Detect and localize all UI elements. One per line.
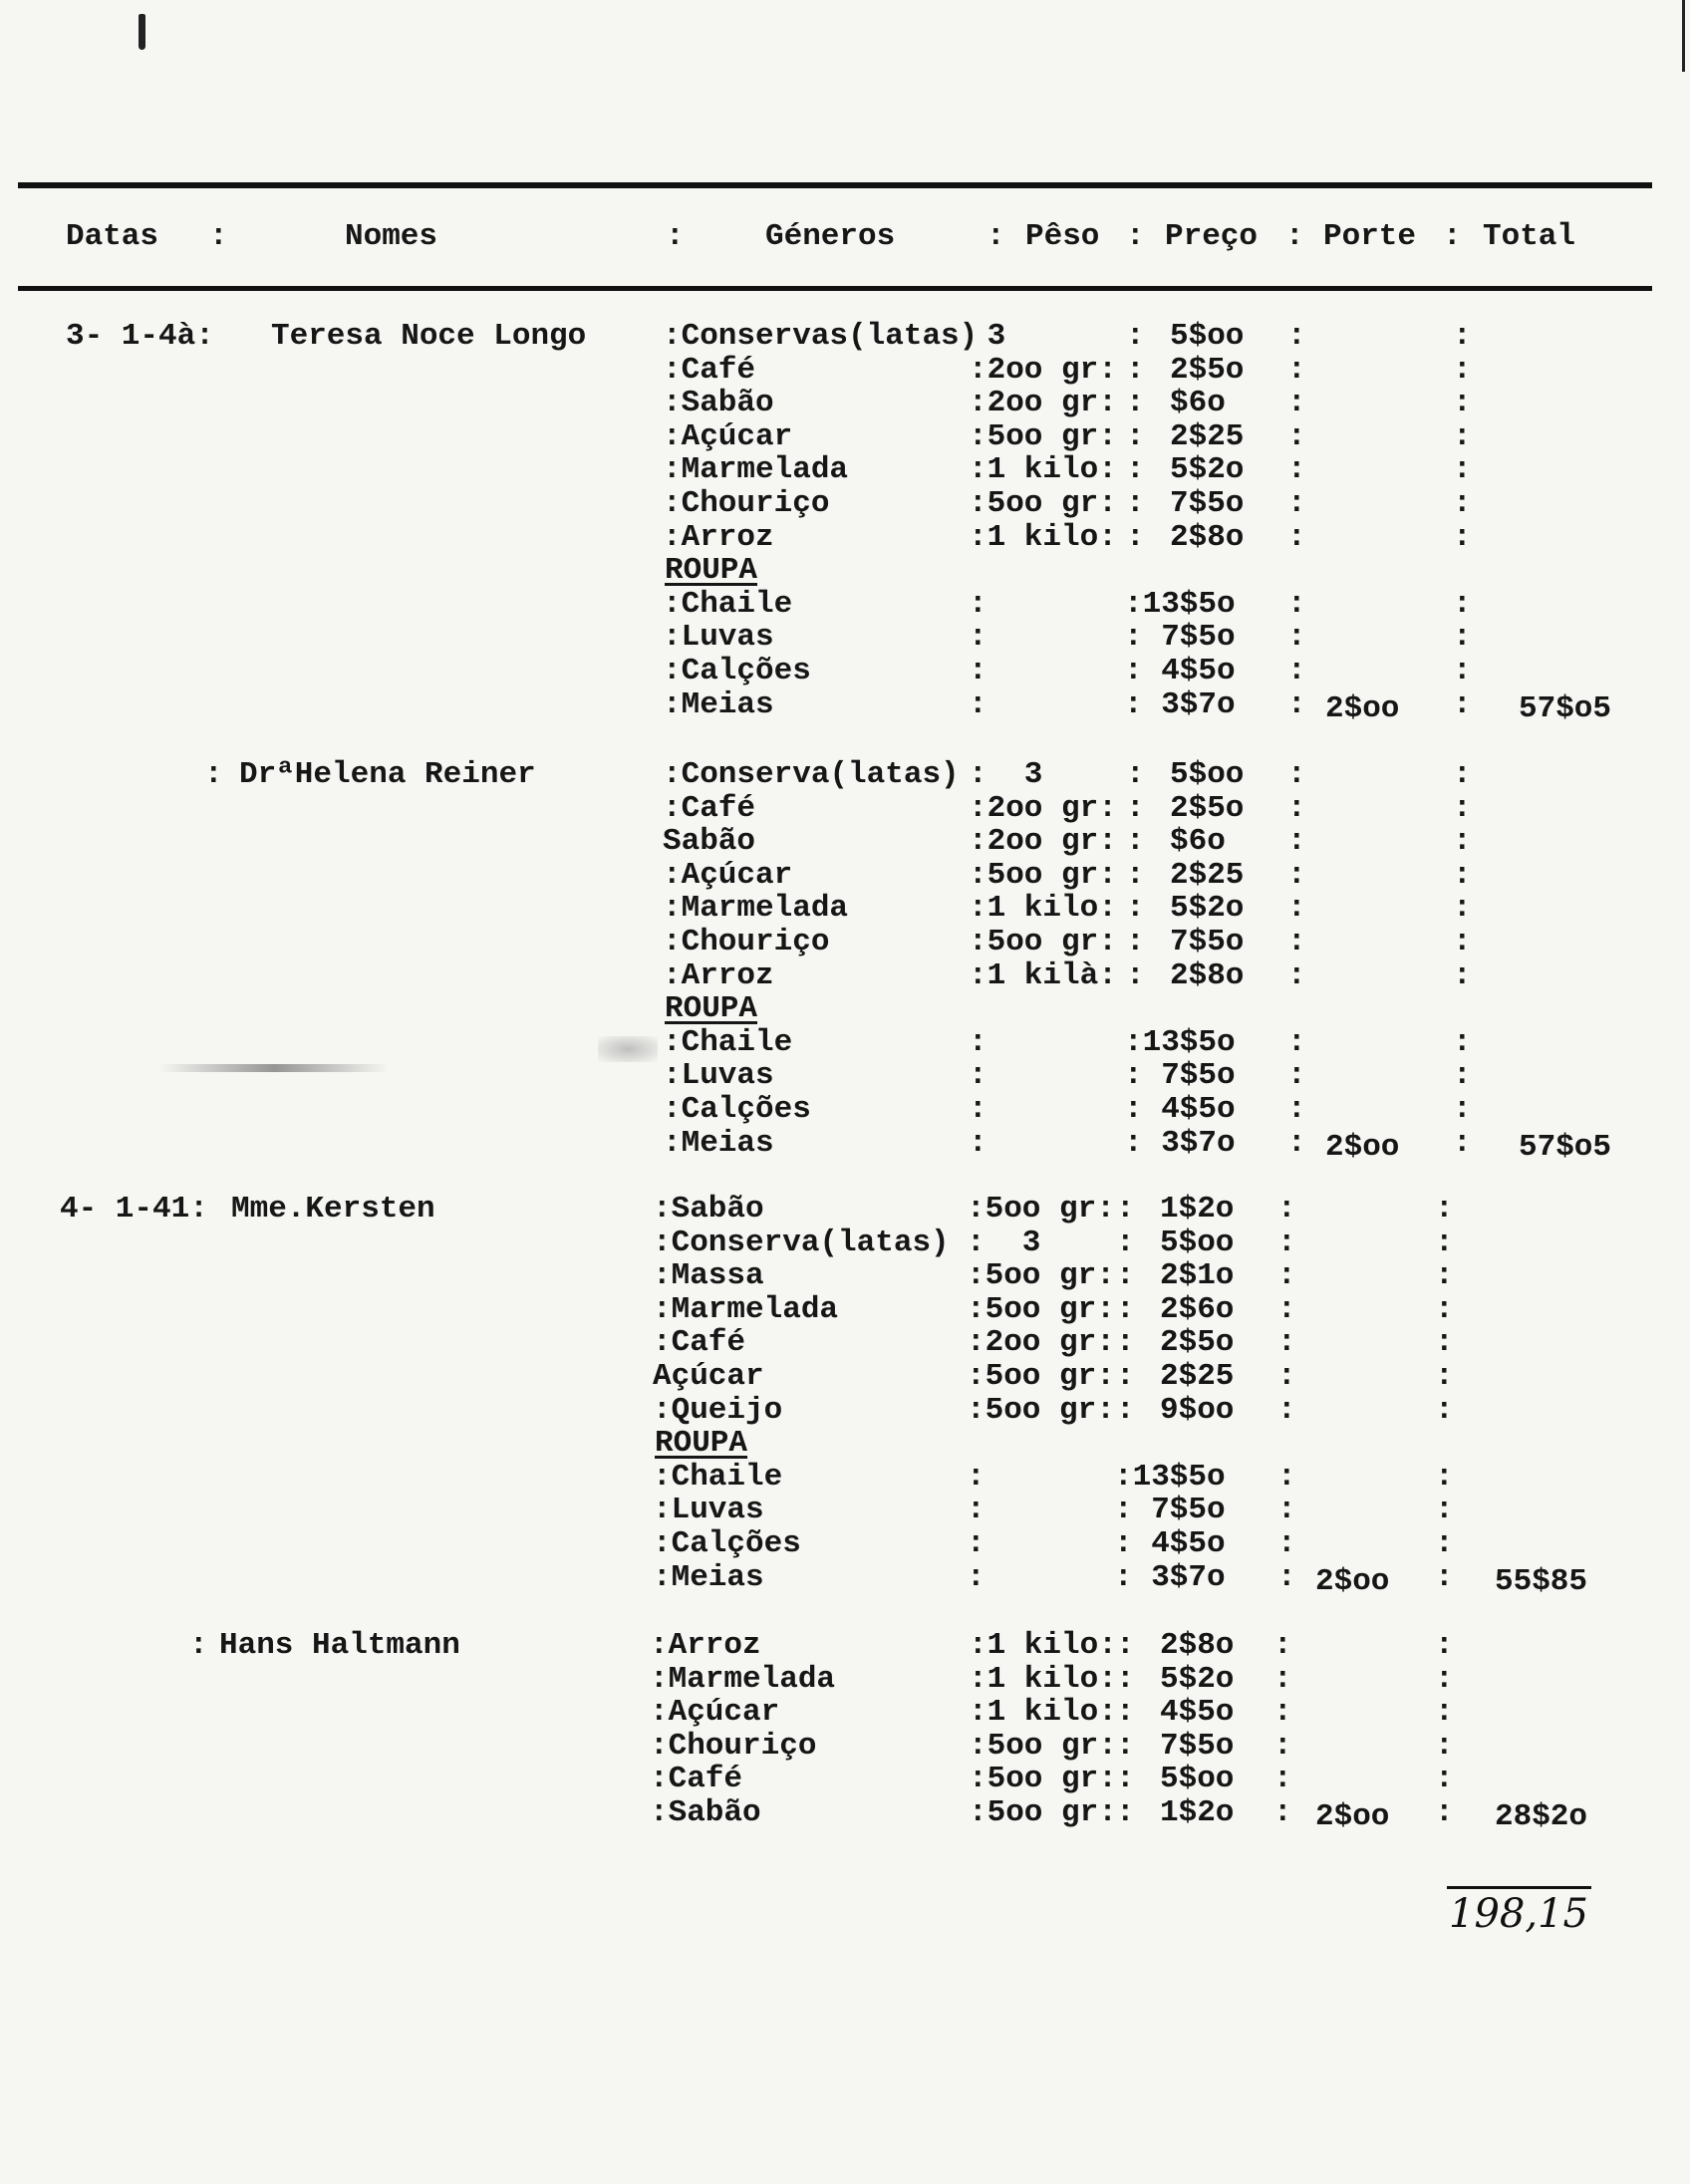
- item-name: :Massa: [653, 1258, 764, 1293]
- column-separator: :: [1116, 1795, 1135, 1830]
- item-peso: :: [967, 1560, 986, 1595]
- item-preco: 2$5o: [1170, 353, 1245, 388]
- column-separator: :: [1287, 452, 1306, 487]
- item-preco: 5$oo: [1170, 319, 1245, 354]
- entry-name: Mme.Kersten: [231, 1192, 435, 1227]
- column-separator: :: [1126, 925, 1145, 959]
- item-peso: :: [967, 1460, 986, 1495]
- column-separator: :: [1287, 925, 1306, 959]
- item-name: :Calções: [653, 1526, 801, 1561]
- entry-date: :: [204, 757, 223, 792]
- item-peso: :1 kilà:: [969, 958, 1117, 993]
- entry-name: Hans Haltmann: [219, 1628, 460, 1663]
- header-colon: :: [209, 219, 228, 254]
- header-colon: :: [986, 219, 1005, 254]
- item-name: :Luvas: [663, 620, 774, 655]
- item-peso: :5oo gr:: [969, 419, 1117, 454]
- entry-porte: 2$oo: [1325, 1130, 1400, 1165]
- header-colon: :: [1443, 219, 1462, 254]
- item-preco: : 7$5o: [1124, 1058, 1236, 1093]
- item-name: :Chaile: [653, 1460, 783, 1495]
- column-separator: :: [1453, 791, 1472, 826]
- column-separator: :: [1453, 858, 1472, 893]
- column-separator: :: [1287, 891, 1306, 926]
- entry-date: 4- 1-41:: [60, 1192, 208, 1227]
- column-separator: :: [1435, 1393, 1454, 1428]
- item-name: :Chouriço: [663, 486, 830, 521]
- item-peso: :: [969, 1025, 987, 1060]
- column-separator: :: [1273, 1695, 1292, 1730]
- grand-total-handwritten: 198,15: [1449, 1891, 1588, 1937]
- item-name: :Arroz: [663, 958, 774, 993]
- item-peso: :2oo gr:: [969, 791, 1117, 826]
- item-name: :Chouriço: [650, 1729, 817, 1764]
- column-separator: :: [1277, 1493, 1296, 1527]
- item-name: :Calções: [663, 1092, 811, 1127]
- item-preco: 1$2o: [1160, 1795, 1235, 1830]
- column-separator: :: [1116, 1628, 1135, 1663]
- item-peso: :5oo gr:: [967, 1292, 1115, 1327]
- entry-name: Teresa Noce Longo: [271, 319, 587, 354]
- ink-mark: [139, 14, 145, 50]
- item-peso: :5oo gr:: [969, 486, 1117, 521]
- column-separator: :: [1273, 1795, 1292, 1830]
- item-preco: 5$2o: [1160, 1662, 1235, 1697]
- item-peso: : 3: [967, 1226, 1041, 1260]
- item-preco: 5$oo: [1160, 1226, 1235, 1260]
- column-separator: :: [1435, 1460, 1454, 1495]
- item-name: :Chaile: [663, 587, 793, 622]
- roupa-heading: ROUPA: [665, 991, 758, 1026]
- item-peso: :: [969, 1126, 987, 1161]
- item-peso: :: [969, 1092, 987, 1127]
- column-separator: :: [1116, 1662, 1135, 1697]
- item-preco: : 4$5o: [1124, 654, 1236, 688]
- item-preco: 1$2o: [1160, 1192, 1235, 1227]
- item-peso: :5oo gr:: [967, 1192, 1115, 1227]
- column-separator: :: [1287, 757, 1306, 792]
- item-peso: : 3: [969, 757, 1043, 792]
- column-separator: :: [1287, 620, 1306, 655]
- column-separator: :: [1435, 1695, 1454, 1730]
- item-name: :Café: [650, 1762, 743, 1796]
- column-separator: :: [1435, 1628, 1454, 1663]
- header-bottom-rule: [18, 286, 1652, 291]
- column-separator: :: [1435, 1292, 1454, 1327]
- item-peso: :5oo gr:: [969, 925, 1117, 959]
- header-nomes: Nomes: [345, 219, 438, 254]
- column-separator: :: [1435, 1560, 1454, 1595]
- item-preco: : 3$7o: [1114, 1560, 1226, 1595]
- header-preco: Preço: [1165, 219, 1259, 254]
- column-separator: :: [1126, 824, 1145, 859]
- column-separator: :: [1126, 520, 1145, 555]
- column-separator: :: [1126, 419, 1145, 454]
- column-separator: :: [1435, 1493, 1454, 1527]
- column-separator: :: [1453, 1025, 1472, 1060]
- item-name: :Meias: [663, 1126, 774, 1161]
- column-separator: :: [1453, 452, 1472, 487]
- roupa-heading: ROUPA: [665, 553, 758, 588]
- item-name: Sabão: [663, 824, 756, 859]
- column-separator: :: [1287, 791, 1306, 826]
- column-separator: :: [1453, 419, 1472, 454]
- item-peso: :5oo gr:: [967, 1258, 1115, 1293]
- column-separator: :: [1435, 1359, 1454, 1394]
- column-separator: :: [1116, 1695, 1135, 1730]
- item-name: :Luvas: [653, 1493, 764, 1527]
- item-name: :Açúcar: [663, 858, 793, 893]
- item-name: :Marmelada: [663, 452, 849, 487]
- column-separator: :: [1453, 654, 1472, 688]
- header-porte: Porte: [1323, 219, 1417, 254]
- column-separator: :: [1126, 319, 1145, 354]
- item-preco: : 7$5o: [1124, 620, 1236, 655]
- entry-total: 57$o5: [1519, 1130, 1612, 1165]
- item-preco: $6o: [1170, 386, 1226, 420]
- column-separator: :: [1126, 386, 1145, 420]
- column-separator: :: [1116, 1258, 1135, 1293]
- column-separator: :: [1277, 1460, 1296, 1495]
- column-separator: :: [1435, 1526, 1454, 1561]
- item-peso: :: [967, 1526, 986, 1561]
- item-name: :Calções: [663, 654, 811, 688]
- item-name: :Conserva(latas): [663, 757, 960, 792]
- item-preco: 9$oo: [1160, 1393, 1235, 1428]
- item-name: :Sabão: [650, 1795, 761, 1830]
- column-separator: :: [1435, 1226, 1454, 1260]
- header-total: Total: [1483, 219, 1576, 254]
- item-preco: 2$8o: [1170, 958, 1245, 993]
- roupa-heading: ROUPA: [655, 1426, 748, 1461]
- entry-porte: 2$oo: [1315, 1799, 1390, 1834]
- column-separator: :: [1453, 1058, 1472, 1093]
- item-name: :Marmelada: [653, 1292, 839, 1327]
- item-preco: : 3$7o: [1124, 1126, 1236, 1161]
- column-separator: :: [1273, 1662, 1292, 1697]
- column-separator: :: [1287, 353, 1306, 388]
- column-separator: :: [1453, 620, 1472, 655]
- column-separator: :: [1116, 1192, 1135, 1227]
- item-preco: 2$8o: [1170, 520, 1245, 555]
- column-separator: :: [1273, 1762, 1292, 1796]
- column-separator: :: [1453, 891, 1472, 926]
- column-separator: :: [1287, 587, 1306, 622]
- item-peso: :1 kilo:: [969, 452, 1117, 487]
- item-peso: :5oo gr:: [967, 1359, 1115, 1394]
- item-peso: :: [969, 1058, 987, 1093]
- item-name: Açúcar: [653, 1359, 764, 1394]
- item-name: :Marmelada: [663, 891, 849, 926]
- column-separator: :: [1116, 1292, 1135, 1327]
- item-peso: :2oo gr:: [969, 353, 1117, 388]
- item-peso: :: [967, 1493, 986, 1527]
- column-separator: :: [1277, 1325, 1296, 1360]
- item-peso: :5oo gr:: [967, 1393, 1115, 1428]
- item-peso: :: [969, 654, 987, 688]
- item-name: :Chaile: [663, 1025, 793, 1060]
- entry-total: 57$o5: [1519, 691, 1612, 726]
- column-separator: :: [1277, 1258, 1296, 1293]
- item-preco: 7$5o: [1170, 925, 1245, 959]
- item-name: :Conserva(latas): [653, 1226, 950, 1260]
- item-name: :Arroz: [650, 1628, 761, 1663]
- column-separator: :: [1126, 757, 1145, 792]
- item-preco: 2$5o: [1160, 1325, 1235, 1360]
- column-separator: :: [1126, 891, 1145, 926]
- column-separator: :: [1277, 1226, 1296, 1260]
- column-separator: :: [1126, 452, 1145, 487]
- column-separator: :: [1116, 1325, 1135, 1360]
- item-preco: 7$5o: [1160, 1729, 1235, 1764]
- item-peso: :5oo gr:: [969, 1795, 1117, 1830]
- column-separator: :: [1277, 1192, 1296, 1227]
- item-preco: 2$25: [1170, 858, 1245, 893]
- item-peso: :5oo gr:: [969, 1762, 1117, 1796]
- item-preco: :13$5o: [1124, 1025, 1236, 1060]
- item-preco: : 7$5o: [1114, 1493, 1226, 1527]
- item-name: :Café: [663, 353, 756, 388]
- item-name: :Café: [663, 791, 756, 826]
- item-name: :Arroz: [663, 520, 774, 555]
- column-separator: :: [1277, 1526, 1296, 1561]
- column-separator: :: [1453, 1126, 1472, 1161]
- column-separator: :: [1287, 520, 1306, 555]
- column-separator: :: [1435, 1258, 1454, 1293]
- item-preco: 4$5o: [1160, 1695, 1235, 1730]
- column-separator: :: [1287, 824, 1306, 859]
- column-separator: :: [1273, 1628, 1292, 1663]
- item-peso: :5oo gr:: [969, 1729, 1117, 1764]
- item-peso: :2oo gr:: [969, 824, 1117, 859]
- entry-total: 28$2o: [1495, 1799, 1588, 1834]
- item-name: :Açúcar: [650, 1695, 780, 1730]
- entry-name: DrªHelena Reiner: [239, 757, 536, 792]
- item-preco: 2$8o: [1160, 1628, 1235, 1663]
- item-preco: 2$25: [1160, 1359, 1235, 1394]
- item-name: :Queijo: [653, 1393, 783, 1428]
- item-preco: : 4$5o: [1124, 1092, 1236, 1127]
- header-colon: :: [1285, 219, 1304, 254]
- column-separator: :: [1435, 1325, 1454, 1360]
- item-peso: :5oo gr:: [969, 858, 1117, 893]
- item-peso: 3: [969, 319, 1006, 354]
- item-preco: 2$6o: [1160, 1292, 1235, 1327]
- item-name: :Meias: [653, 1560, 764, 1595]
- column-separator: :: [1116, 1359, 1135, 1394]
- ink-smudge: [159, 1064, 389, 1072]
- item-peso: :: [969, 687, 987, 722]
- entry-porte: 2$oo: [1325, 691, 1400, 726]
- item-peso: :: [969, 587, 987, 622]
- entry-total: 55$85: [1495, 1564, 1588, 1599]
- item-name: :Café: [653, 1325, 746, 1360]
- column-separator: :: [1453, 1092, 1472, 1127]
- item-peso: :1 kilo:: [969, 1628, 1117, 1663]
- item-name: :Meias: [663, 687, 774, 722]
- column-separator: :: [1273, 1729, 1292, 1764]
- column-separator: :: [1453, 958, 1472, 993]
- column-separator: :: [1453, 757, 1472, 792]
- item-preco: :13$5o: [1114, 1460, 1226, 1495]
- item-peso: :1 kilo:: [969, 891, 1117, 926]
- item-peso: :2oo gr:: [969, 386, 1117, 420]
- column-separator: :: [1435, 1795, 1454, 1830]
- column-separator: :: [1277, 1560, 1296, 1595]
- column-separator: :: [1126, 858, 1145, 893]
- column-separator: :: [1453, 824, 1472, 859]
- column-separator: :: [1435, 1762, 1454, 1796]
- column-separator: :: [1435, 1192, 1454, 1227]
- column-separator: :: [1287, 1025, 1306, 1060]
- column-separator: :: [1277, 1359, 1296, 1394]
- ink-smudge: [598, 1036, 658, 1062]
- column-separator: :: [1277, 1393, 1296, 1428]
- column-separator: :: [1287, 1126, 1306, 1161]
- column-separator: :: [1287, 654, 1306, 688]
- column-separator: :: [1453, 319, 1472, 354]
- column-separator: :: [1453, 520, 1472, 555]
- header-colon: :: [1126, 219, 1145, 254]
- item-name: :Chouriço: [663, 925, 830, 959]
- column-separator: :: [1435, 1729, 1454, 1764]
- grand-total-rule: [1447, 1886, 1591, 1889]
- item-name: :Sabão: [663, 386, 774, 420]
- header-peso: Pêso: [1025, 219, 1100, 254]
- header-top-rule: [18, 182, 1652, 188]
- header-generos: Géneros: [765, 219, 896, 254]
- column-separator: :: [1126, 353, 1145, 388]
- page-edge-mark: [1682, 0, 1685, 72]
- column-separator: :: [1287, 687, 1306, 722]
- column-separator: :: [1287, 419, 1306, 454]
- column-separator: :: [1453, 587, 1472, 622]
- item-preco: 7$5o: [1170, 486, 1245, 521]
- item-peso: :1 kilo:: [969, 1662, 1117, 1697]
- item-name: :Açúcar: [663, 419, 793, 454]
- item-name: :Sabão: [653, 1192, 764, 1227]
- column-separator: :: [1126, 791, 1145, 826]
- item-preco: : 4$5o: [1114, 1526, 1226, 1561]
- column-separator: :: [1453, 925, 1472, 959]
- column-separator: :: [1277, 1292, 1296, 1327]
- item-preco: :13$5o: [1124, 587, 1236, 622]
- column-separator: :: [1287, 386, 1306, 420]
- item-preco: 5$oo: [1160, 1762, 1235, 1796]
- entry-porte: 2$oo: [1315, 1564, 1390, 1599]
- item-preco: : 3$7o: [1124, 687, 1236, 722]
- column-separator: :: [1126, 486, 1145, 521]
- column-separator: :: [1116, 1226, 1135, 1260]
- column-separator: :: [1287, 1058, 1306, 1093]
- item-name: :Conservas(latas): [663, 319, 979, 354]
- item-preco: 5$2o: [1170, 891, 1245, 926]
- column-separator: :: [1287, 1092, 1306, 1127]
- column-separator: :: [1116, 1393, 1135, 1428]
- column-separator: :: [1453, 486, 1472, 521]
- column-separator: :: [1287, 319, 1306, 354]
- item-preco: 2$1o: [1160, 1258, 1235, 1293]
- item-peso: :: [969, 620, 987, 655]
- header-datas: Datas: [66, 219, 159, 254]
- column-separator: :: [1287, 858, 1306, 893]
- header-colon: :: [666, 219, 685, 254]
- column-separator: :: [1287, 486, 1306, 521]
- item-preco: 2$5o: [1170, 791, 1245, 826]
- item-name: :Luvas: [663, 1058, 774, 1093]
- entry-date: :: [189, 1628, 208, 1663]
- item-preco: $6o: [1170, 824, 1226, 859]
- item-preco: 2$25: [1170, 419, 1245, 454]
- item-name: :Marmelada: [650, 1662, 836, 1697]
- column-separator: :: [1116, 1762, 1135, 1796]
- column-separator: :: [1126, 958, 1145, 993]
- column-separator: :: [1453, 386, 1472, 420]
- column-separator: :: [1287, 958, 1306, 993]
- item-preco: 5$2o: [1170, 452, 1245, 487]
- item-peso: :1 kilo:: [969, 1695, 1117, 1730]
- column-separator: :: [1116, 1729, 1135, 1764]
- column-separator: :: [1453, 687, 1472, 722]
- item-preco: 5$oo: [1170, 757, 1245, 792]
- column-separator: :: [1453, 353, 1472, 388]
- entry-date: 3- 1-4à:: [66, 319, 214, 354]
- item-peso: :2oo gr:: [967, 1325, 1115, 1360]
- item-peso: :1 kilo:: [969, 520, 1117, 555]
- column-separator: :: [1435, 1662, 1454, 1697]
